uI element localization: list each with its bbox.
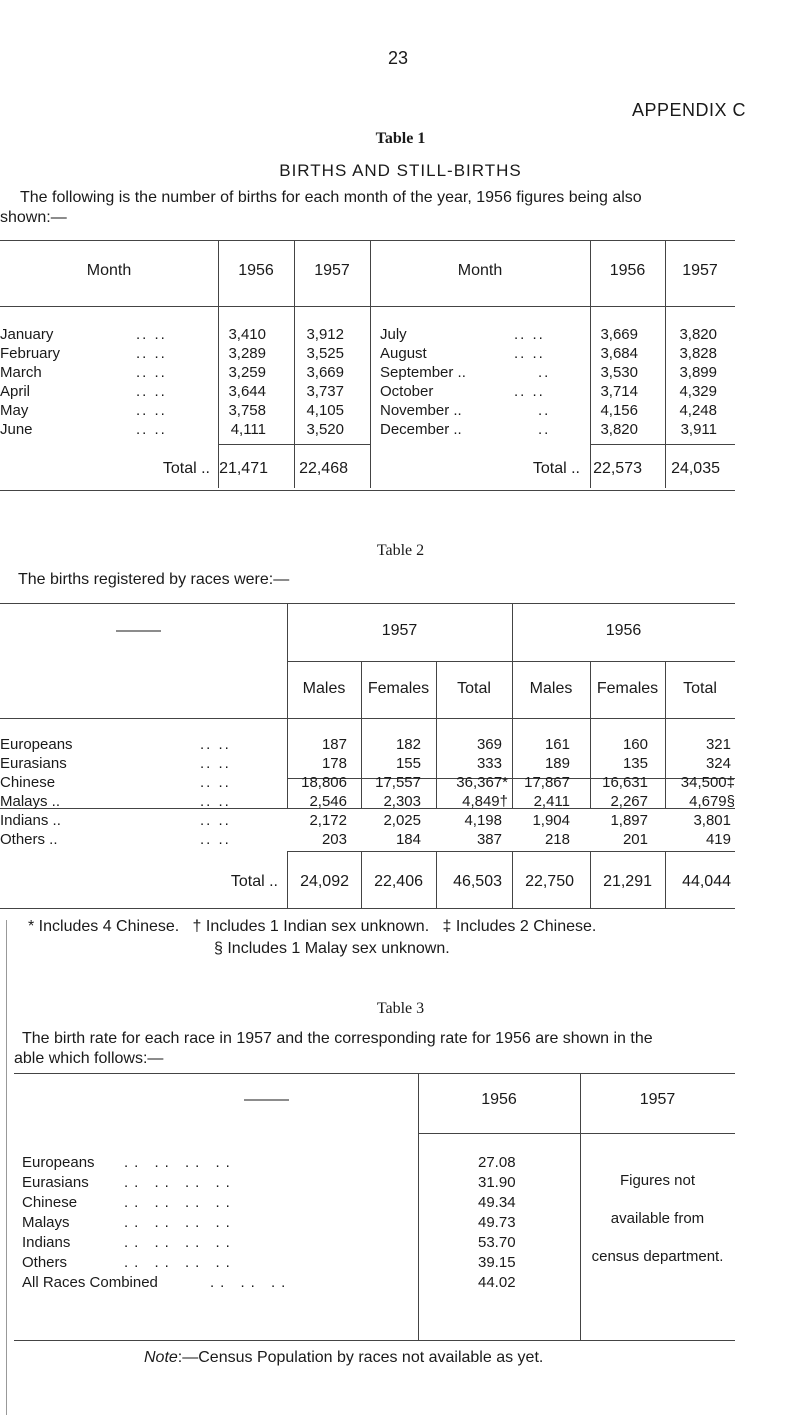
females-1956: 201	[622, 831, 648, 848]
births-1957: 4,248	[679, 402, 717, 419]
table1-total-1957-left: 22,468	[299, 460, 348, 477]
table2-sub-females-1957: Females	[367, 680, 430, 697]
leader-dots: .. ..	[514, 326, 545, 343]
births-1957: 3,525	[306, 345, 344, 362]
births-1956: 3,820	[600, 421, 638, 438]
births-1956: 3,758	[228, 402, 266, 419]
page-number: 23	[388, 48, 409, 68]
total-1957: 333	[476, 755, 502, 772]
rate-1956: 53.70	[478, 1234, 516, 1251]
births-1957: 3,737	[306, 383, 344, 400]
births-1957: 3,820	[679, 326, 717, 343]
males-1957: 2,172	[309, 812, 347, 829]
table2-intro: The births registered by races were:—	[18, 571, 290, 588]
table1-total-1956-left: 21,471	[219, 460, 268, 477]
males-1957: 203	[321, 831, 347, 848]
table2-header-1956: 1956	[605, 622, 642, 639]
table2-total-1956: 44,044	[682, 873, 731, 890]
month-name: February	[0, 345, 61, 362]
females-1956: 1,897	[610, 812, 648, 829]
births-1956: 4,156	[600, 402, 638, 419]
births-1956: 3,289	[228, 345, 266, 362]
leader-dots: .. ..	[200, 793, 231, 810]
total-1956: 324	[705, 755, 731, 772]
race-name: Eurasians	[22, 1174, 89, 1191]
table2-total-1957: 46,503	[453, 873, 502, 890]
males-1956: 17,867	[524, 774, 570, 791]
leader-dots: .. ..	[200, 812, 231, 829]
leader-dots: .. ..	[200, 831, 231, 848]
rate-1956: 39.15	[478, 1254, 516, 1271]
table1-intro-line2: shown:—	[0, 209, 67, 226]
table3-1957-note-line3: census department.	[591, 1248, 724, 1265]
race-name: Chinese	[22, 1194, 78, 1211]
table2-header-1957: 1957	[381, 622, 418, 639]
race-name: Europeans	[0, 736, 73, 753]
race-name: Indians	[22, 1234, 71, 1251]
table3-label-wrap	[0, 1000, 801, 1018]
table1-total-1957-right: 24,035	[671, 460, 720, 477]
births-1956: 3,684	[600, 345, 638, 362]
table1-header-1956-left: 1956	[238, 262, 274, 279]
females-1956: 2,267	[610, 793, 648, 810]
table2-footnote-2: § Includes 1 Malay sex unknown.	[214, 940, 450, 957]
births-1956: 3,259	[228, 364, 266, 381]
table3-header-1957: 1957	[639, 1091, 676, 1108]
month-name: October	[380, 383, 434, 400]
births-1956: 3,669	[600, 326, 638, 343]
total-1957: 387	[476, 831, 502, 848]
leader-dots: .. ..	[200, 774, 231, 791]
table3-header-1956: 1956	[481, 1091, 517, 1108]
rate-1956: 44.02	[478, 1274, 516, 1291]
table3-intro-line1: The birth rate for each race in 1957 and the corresponding rate for 1956 are shown in the	[22, 1030, 653, 1047]
leader-dots: .. .. .. ..	[124, 1174, 236, 1191]
females-1957: 182	[395, 736, 421, 753]
leader-dots: .. ..	[136, 383, 167, 400]
males-1956: 1,904	[532, 812, 570, 829]
appendix-label: APPENDIX C	[632, 100, 747, 120]
race-name: Others ..	[0, 831, 58, 848]
table1-header-1957-right: 1957	[682, 262, 718, 279]
females-1956: 160	[622, 736, 648, 753]
births-1957: 4,105	[306, 402, 344, 419]
total-1956: 4,679§	[689, 793, 735, 810]
leader-dots: .. .. .. ..	[124, 1254, 236, 1271]
total-1957: 369	[476, 736, 502, 753]
births-1956: 3,410	[228, 326, 266, 343]
table1-title: BIRTHS AND STILL-BIRTHS	[279, 161, 522, 180]
month-name: May	[0, 402, 29, 419]
table1-header-1956-right: 1956	[609, 262, 646, 279]
table2-total-males-1957: 24,092	[300, 873, 349, 890]
males-1956: 161	[544, 736, 570, 753]
leader-dots: .. ..	[136, 345, 167, 362]
leader-dots: .. ..	[136, 421, 167, 438]
births-1957: 4,329	[679, 383, 717, 400]
males-1956: 2,411	[533, 793, 570, 810]
leader-dots: .. ..	[514, 383, 545, 400]
race-name: Chinese	[0, 774, 56, 791]
month-name: July	[380, 326, 407, 343]
births-1957: 3,911	[680, 421, 717, 438]
females-1957: 2,303	[383, 793, 421, 810]
table2-sub-males-1956: Males	[529, 680, 573, 697]
leader-dots: .. ..	[136, 326, 167, 343]
table1-label-wrap	[0, 130, 801, 148]
females-1957: 17,557	[375, 774, 421, 791]
births-1957: 3,828	[679, 345, 717, 362]
leader-dots: .. .. .. ..	[124, 1194, 236, 1211]
table1-label: Table 1	[375, 130, 426, 147]
males-1957: 18,806	[301, 774, 347, 791]
table1-total-label-right: Total ..	[532, 460, 580, 477]
rate-1956: 31.90	[478, 1174, 516, 1191]
table3-1957-note-line1: Figures not	[619, 1172, 696, 1189]
table2-sub-total-1956: Total	[683, 680, 717, 697]
table2-total-males-1956: 22,750	[525, 873, 574, 890]
rate-1956: 27.08	[478, 1154, 516, 1171]
leader-dots: .. ..	[514, 345, 545, 362]
table2-sub-females-1956: Females	[596, 680, 659, 697]
leader-dots: .. .. .. ..	[124, 1234, 236, 1251]
leader-dots: .. .. ..	[210, 1274, 292, 1291]
total-1957: 4,849†	[462, 793, 508, 810]
total-1956: 3,801	[693, 812, 731, 829]
leader-dots: ..	[538, 364, 551, 381]
males-1957: 2,546	[309, 793, 347, 810]
table2-total-females-1956: 21,291	[603, 873, 652, 890]
males-1957: 178	[321, 755, 347, 772]
leader-dots: .. ..	[200, 755, 231, 772]
note-prefix: Note	[144, 1349, 178, 1366]
table3-corner-dash: ———	[244, 1091, 289, 1108]
leader-dots: .. .. .. ..	[124, 1214, 236, 1231]
table2-footnote-1: * Includes 4 Chinese. † Includes 1 Indian sex unknown. ‡ Includes 2 Chinese.	[28, 918, 597, 935]
males-1956: 218	[544, 831, 570, 848]
females-1957: 155	[395, 755, 421, 772]
table3-label: Table 3	[376, 1000, 425, 1017]
race-name: All Races Combined	[22, 1274, 158, 1291]
month-name: March	[0, 364, 42, 381]
births-1956: 3,644	[228, 383, 266, 400]
table2-sub-males-1957: Males	[302, 680, 346, 697]
month-name: January	[0, 326, 54, 343]
month-name: June	[0, 421, 33, 438]
table3-1957-note-line2: available from	[610, 1210, 705, 1227]
race-name: Malays ..	[0, 793, 61, 810]
males-1957: 187	[321, 736, 347, 753]
table1-header-1957-left: 1957	[314, 262, 350, 279]
table1-intro-line1: The following is the number of births for each month of the year, 1956 figures being also	[20, 189, 642, 206]
total-1956: 321	[705, 736, 731, 753]
leader-dots: .. ..	[136, 364, 167, 381]
leader-dots: .. ..	[200, 736, 231, 753]
race-name: Europeans	[22, 1154, 95, 1171]
table3-note	[144, 1349, 543, 1367]
leader-dots: .. .. .. ..	[124, 1154, 236, 1171]
births-1957: 3,912	[306, 326, 344, 343]
births-1956: 3,530	[600, 364, 638, 381]
rate-1956: 49.73	[478, 1214, 516, 1231]
table2-label: Table 2	[376, 542, 425, 559]
total-1956: 419	[705, 831, 731, 848]
total-1957: 4,198	[464, 812, 502, 829]
births-1956: 4,111	[230, 421, 266, 438]
births-1957: 3,899	[679, 364, 717, 381]
note-text: :—Census Population by races not available as yet.	[177, 1349, 544, 1366]
month-name: November ..	[380, 402, 462, 419]
table2-label-wrap	[0, 542, 801, 560]
males-1956: 189	[544, 755, 570, 772]
rate-1956: 49.34	[478, 1194, 516, 1211]
table2-total-females-1957: 22,406	[374, 873, 423, 890]
race-name: Eurasians	[0, 755, 67, 772]
leader-dots: .. ..	[136, 402, 167, 419]
births-1957: 3,520	[306, 421, 344, 438]
page-edge-line	[6, 920, 7, 1415]
births-1957: 3,669	[306, 364, 344, 381]
births-1956: 3,714	[600, 383, 638, 400]
table2-sub-total-1957: Total	[457, 680, 491, 697]
table1-total-label-left: Total ..	[162, 460, 210, 477]
table1-header-month-left: Month	[86, 262, 132, 279]
month-name: December ..	[380, 421, 462, 438]
month-name: April	[0, 383, 31, 400]
leader-dots: ..	[538, 402, 551, 419]
table2-corner-dash: ———	[116, 622, 161, 639]
table1-total-1956-right: 22,573	[593, 460, 642, 477]
race-name: Others	[22, 1254, 68, 1271]
month-name: September ..	[380, 364, 466, 381]
females-1956: 135	[622, 755, 648, 772]
race-name: Malays	[22, 1214, 70, 1231]
total-1956: 34,500‡	[680, 774, 735, 791]
table1-title-wrap	[0, 161, 801, 181]
table2-total-label: Total ..	[230, 873, 278, 890]
month-name: August	[380, 345, 427, 362]
table3-intro-line2: able which follows:—	[14, 1050, 164, 1067]
females-1957: 184	[395, 831, 421, 848]
total-1957: 36,367*	[456, 774, 508, 791]
females-1956: 16,631	[602, 774, 648, 791]
table1-header-month-right: Month	[457, 262, 503, 279]
females-1957: 2,025	[383, 812, 421, 829]
race-name: Indians ..	[0, 812, 61, 829]
leader-dots: ..	[538, 421, 551, 438]
